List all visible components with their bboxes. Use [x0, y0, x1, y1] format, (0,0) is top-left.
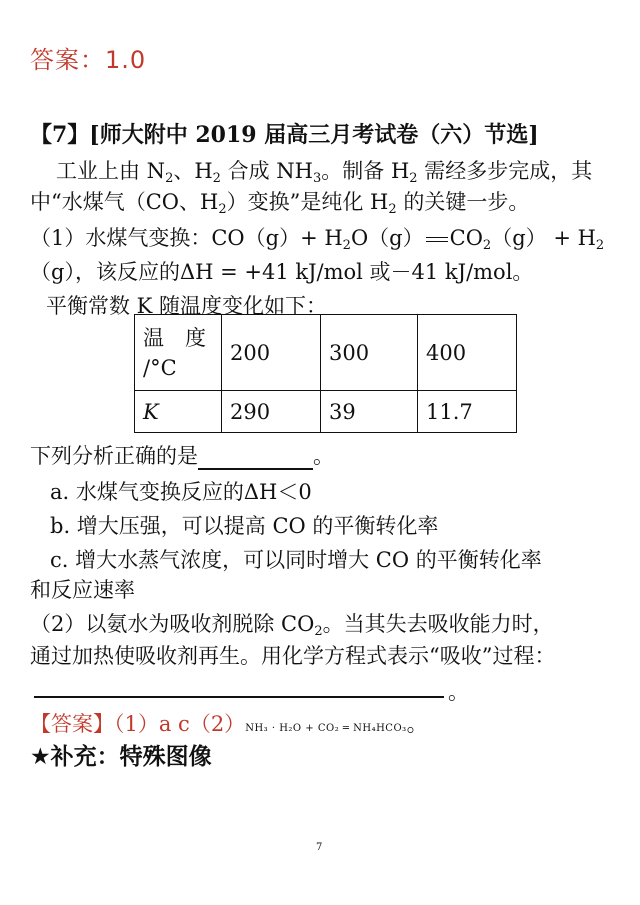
table-header-cell: 温 度 /°C: [135, 315, 222, 391]
answer-text: （1）a c（2）: [114, 712, 246, 736]
supplement-heading: ★补充：特殊图像: [30, 744, 212, 770]
part1-line-1: （1）水煤气变换：$CO(g)+ H_2O(g) CO_2(g) + H_2$: [30, 226, 605, 253]
answer-label: 【答案】: [30, 712, 114, 736]
answer-blank-long[interactable]: [34, 696, 444, 698]
table-cell: 300: [321, 315, 418, 391]
option-c-line-2: 和反应速率: [30, 578, 135, 602]
equilibrium-arrow-icon: [424, 235, 450, 245]
table-cell: 11.7: [418, 391, 517, 433]
top-answer: 答案：1.0: [30, 46, 147, 74]
part2-line-1: （2）以氨水为吸收剂脱除 $CO_2$。当其失去吸收能力时，: [30, 612, 554, 639]
answer-blank[interactable]: [198, 448, 313, 470]
equilibrium-table: [134, 314, 517, 433]
page-number: 7: [316, 842, 323, 853]
table-row: [135, 315, 517, 391]
answer-equation: NH₃ · H₂O + CO₂ ═ NH₄HCO₃: [245, 723, 407, 734]
part1-line-3: 平衡常数 K 随温度变化如下：: [46, 294, 328, 318]
table-header-cell: K: [135, 391, 222, 433]
option-c-line-1: c. 增大水蒸气浓度，可以同时增大 CO 的平衡转化率: [50, 548, 542, 572]
option-b: b. 增大压强，可以提高 CO 的平衡转化率: [50, 514, 439, 538]
intro-line-2: 中“水煤气（CO、$H_2$）变换”是纯化 $H_2$ 的关键一步。: [30, 190, 530, 217]
blank-end-mark: 。: [448, 680, 469, 704]
part1-line-2: （g），该反应的ΔH = +41 kJ/mol 或－41 kJ/mol。: [30, 260, 534, 284]
part2-line-2: 通过加热使吸收剂再生。用化学方程式表示“吸收”过程：: [30, 644, 556, 668]
intro-line-1: 工业上由 $N_2$、$H_2$ 合成 $NH_3$。制备 $H_2$ 需经多步完成，其: [56, 159, 593, 186]
answer-row: 【答案】（1）a c（2）NH₃ · H₂O + CO₂ ═ NH₄HCO₃。: [30, 712, 428, 736]
table-row: [135, 391, 517, 433]
table-cell: 39: [321, 391, 418, 433]
option-a: a. 水煤气变换反应的ΔH＜0: [50, 480, 312, 504]
question-header: 【7】[师大附中 2019 届高三月考试卷（六）节选]: [30, 122, 539, 148]
table-cell: 400: [418, 315, 517, 391]
analysis-prompt: 下列分析正确的是 。: [30, 444, 334, 468]
table-cell: 290: [222, 391, 321, 433]
table-cell: 200: [222, 315, 321, 391]
